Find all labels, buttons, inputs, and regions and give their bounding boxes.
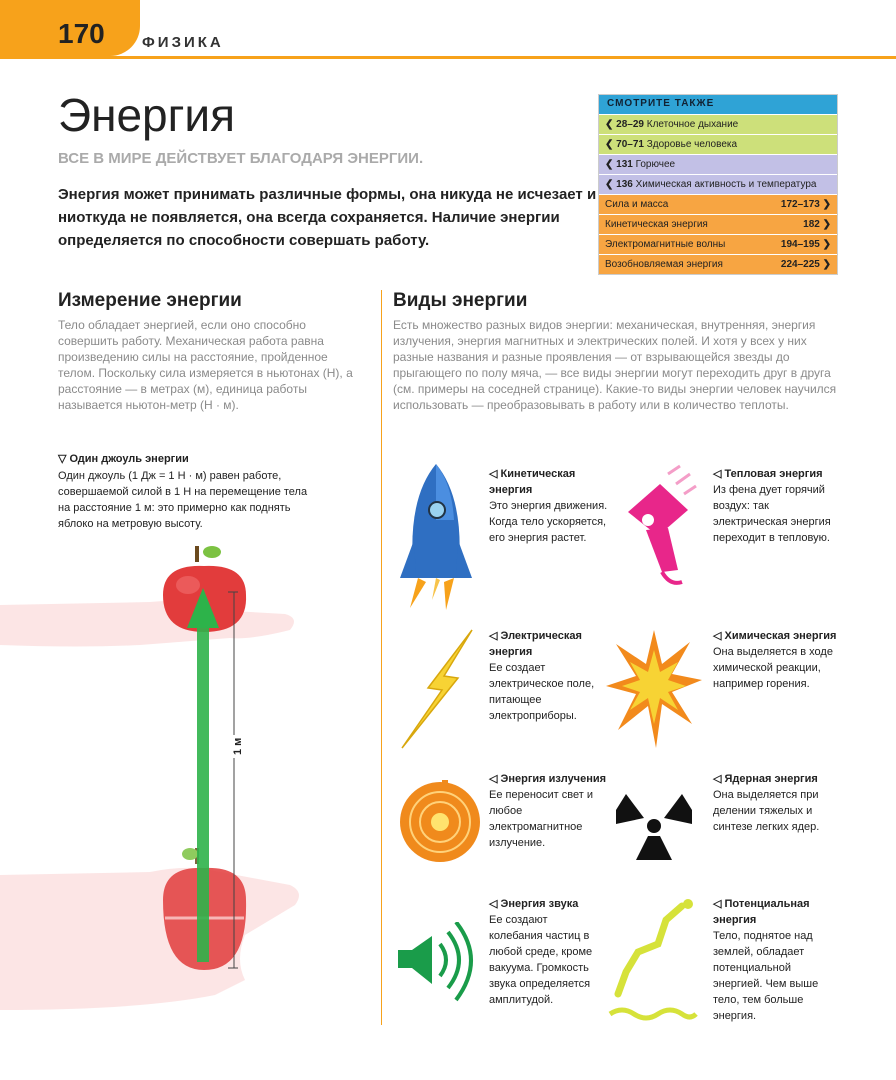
lightning-icon — [398, 626, 478, 750]
see-also-box — [598, 94, 838, 275]
see-also-row[interactable]: Электромагнитные волны 194–195 ❯ — [599, 235, 837, 255]
energy-item-thermal — [713, 466, 838, 546]
energy-item-title: ◁ Кинетическая энергия — [489, 468, 576, 496]
height-label: 1 м — [232, 735, 244, 758]
energy-item-chemical — [713, 628, 838, 692]
energy-item-title: ◁ Ядерная энергия — [713, 773, 818, 785]
energy-item-text: Она выделяется в ходе химической реакции, например горения. — [713, 646, 833, 690]
measurement-text: Тело обладает энергией, если оно способно совершить работу. Механическая работа равна произведению силы на расстояние, пройденное телом. Поскольку сила измеряется в ньютонах (Н), а расстояние — в метрах (м), единица работы называется ньютон-метр (Н · м). — [58, 318, 353, 412]
energy-item-title: ◁ Тепловая энергия — [713, 468, 823, 480]
energy-item-text: Ее создают колебания частиц в любой среде, кроме вакуума. Громкость звука определяется амплитудой. — [489, 914, 593, 1006]
energy-item-radiation — [489, 771, 614, 851]
energy-item-title: ◁ Энергия звука — [489, 898, 579, 910]
see-also-row[interactable]: Сила и масса 172–173 ❯ — [599, 195, 837, 215]
types-heading: Виды энергии — [393, 290, 528, 311]
diver-potential-icon — [608, 898, 698, 1022]
energy-item-title: ◁ Химическая энергия — [713, 630, 837, 642]
joule-heading: ▽ Один джоуль энергии — [58, 453, 189, 465]
radiation-emission-icon — [398, 780, 482, 864]
joule-text: Один джоуль (1 Дж = 1 Н · м) равен работе, совершаемой силой в 1 Н на перемещение тела на расстояние 1 м: это примерно как поднять яблоко на метровую высоту. — [58, 470, 308, 530]
energy-item-title: ◁ Энергия излучения — [489, 773, 607, 785]
energy-item-text: Тело, поднятое над землей, обладает потенциальной энергией. Чем выше тело, тем больше энергия. — [713, 930, 819, 1022]
energy-item-kinetic — [489, 466, 614, 546]
energy-item-sound — [489, 896, 601, 1008]
energy-item-title: ◁ Электрическая энергия — [489, 630, 582, 658]
section-title: ФИЗИКА — [142, 34, 224, 51]
upper-hand — [0, 601, 294, 647]
energy-item-text: Это энергия движения. Когда тело ускоряется, его энергия растет. — [489, 500, 608, 544]
measurement-heading: Измерение энергии — [58, 290, 242, 311]
column-divider — [381, 290, 382, 1025]
hair-dryer-icon — [618, 462, 698, 590]
energy-item-text: Она выделяется при делении тяжелых и синтезе легких ядер. — [713, 789, 820, 833]
page-subtitle: ВСЕ В МИРЕ ДЕЙСТВУЕТ БЛАГОДАРЯ ЭНЕРГИИ. — [58, 150, 424, 167]
see-also-row[interactable]: ❮ 136 Химическая активность и температура — [599, 175, 837, 195]
energy-item-nuclear — [713, 771, 838, 835]
energy-item-text: Ее переносит свет и любое электромагнитное излучение. — [489, 789, 593, 849]
see-also-row[interactable]: Возобновляемая энергия 224–225 ❯ — [599, 255, 837, 274]
see-also-row[interactable]: Кинетическая энергия 182 ❯ — [599, 215, 837, 235]
types-text: Есть множество разных видов энергии: механическая, внутренняя, энергия излучения, энергия магнитных и электрических полей. И хотя у всех у них разные названия и разные проявления — от взрывающейся звезды до прыгающего по полу мяча, — все виды энергии могут переходить друг в друга (см. примеры на соседней странице). Какие-то виды энергии человек научился использовать — преобразовывать в работу или в количество теплоты. — [393, 318, 837, 412]
rocket-icon — [396, 460, 480, 612]
page-number: 170 — [58, 18, 105, 49]
energy-item-title: ◁ Потенциальная энергия — [713, 898, 810, 926]
energy-item-text: Ее создает электрическое поле, питающее электроприборы. — [489, 662, 595, 722]
nuclear-icon — [614, 790, 694, 862]
intro-text: Энергия может принимать различные формы, она никуда не исчезает и ниоткуда не появляется, она всегда сохраняется. Наличие энергии определяется по способности совершать работу. — [58, 186, 597, 249]
see-also-row[interactable]: ❮ 131 Горючее — [599, 155, 837, 175]
lower-hand — [0, 868, 299, 1010]
see-also-row[interactable]: ❮ 70–71 Здоровье человека — [599, 135, 837, 155]
see-also-heading: СМОТРИТЕ ТАКЖЕ — [599, 95, 837, 115]
energy-item-potential — [713, 896, 833, 1024]
energy-item-electric — [489, 628, 614, 724]
header-rule — [0, 56, 896, 59]
energy-item-text: Из фена дует горячий воздух: так электрическая энергия переходит в тепловую. — [713, 484, 831, 544]
page-title: Энергия — [58, 89, 236, 141]
apple-lift-illustration — [0, 540, 310, 1030]
see-also-row[interactable]: ❮ 28–29 Клеточное дыхание — [599, 115, 837, 135]
explosion-icon — [606, 630, 702, 748]
speaker-sound-icon — [398, 922, 482, 1006]
